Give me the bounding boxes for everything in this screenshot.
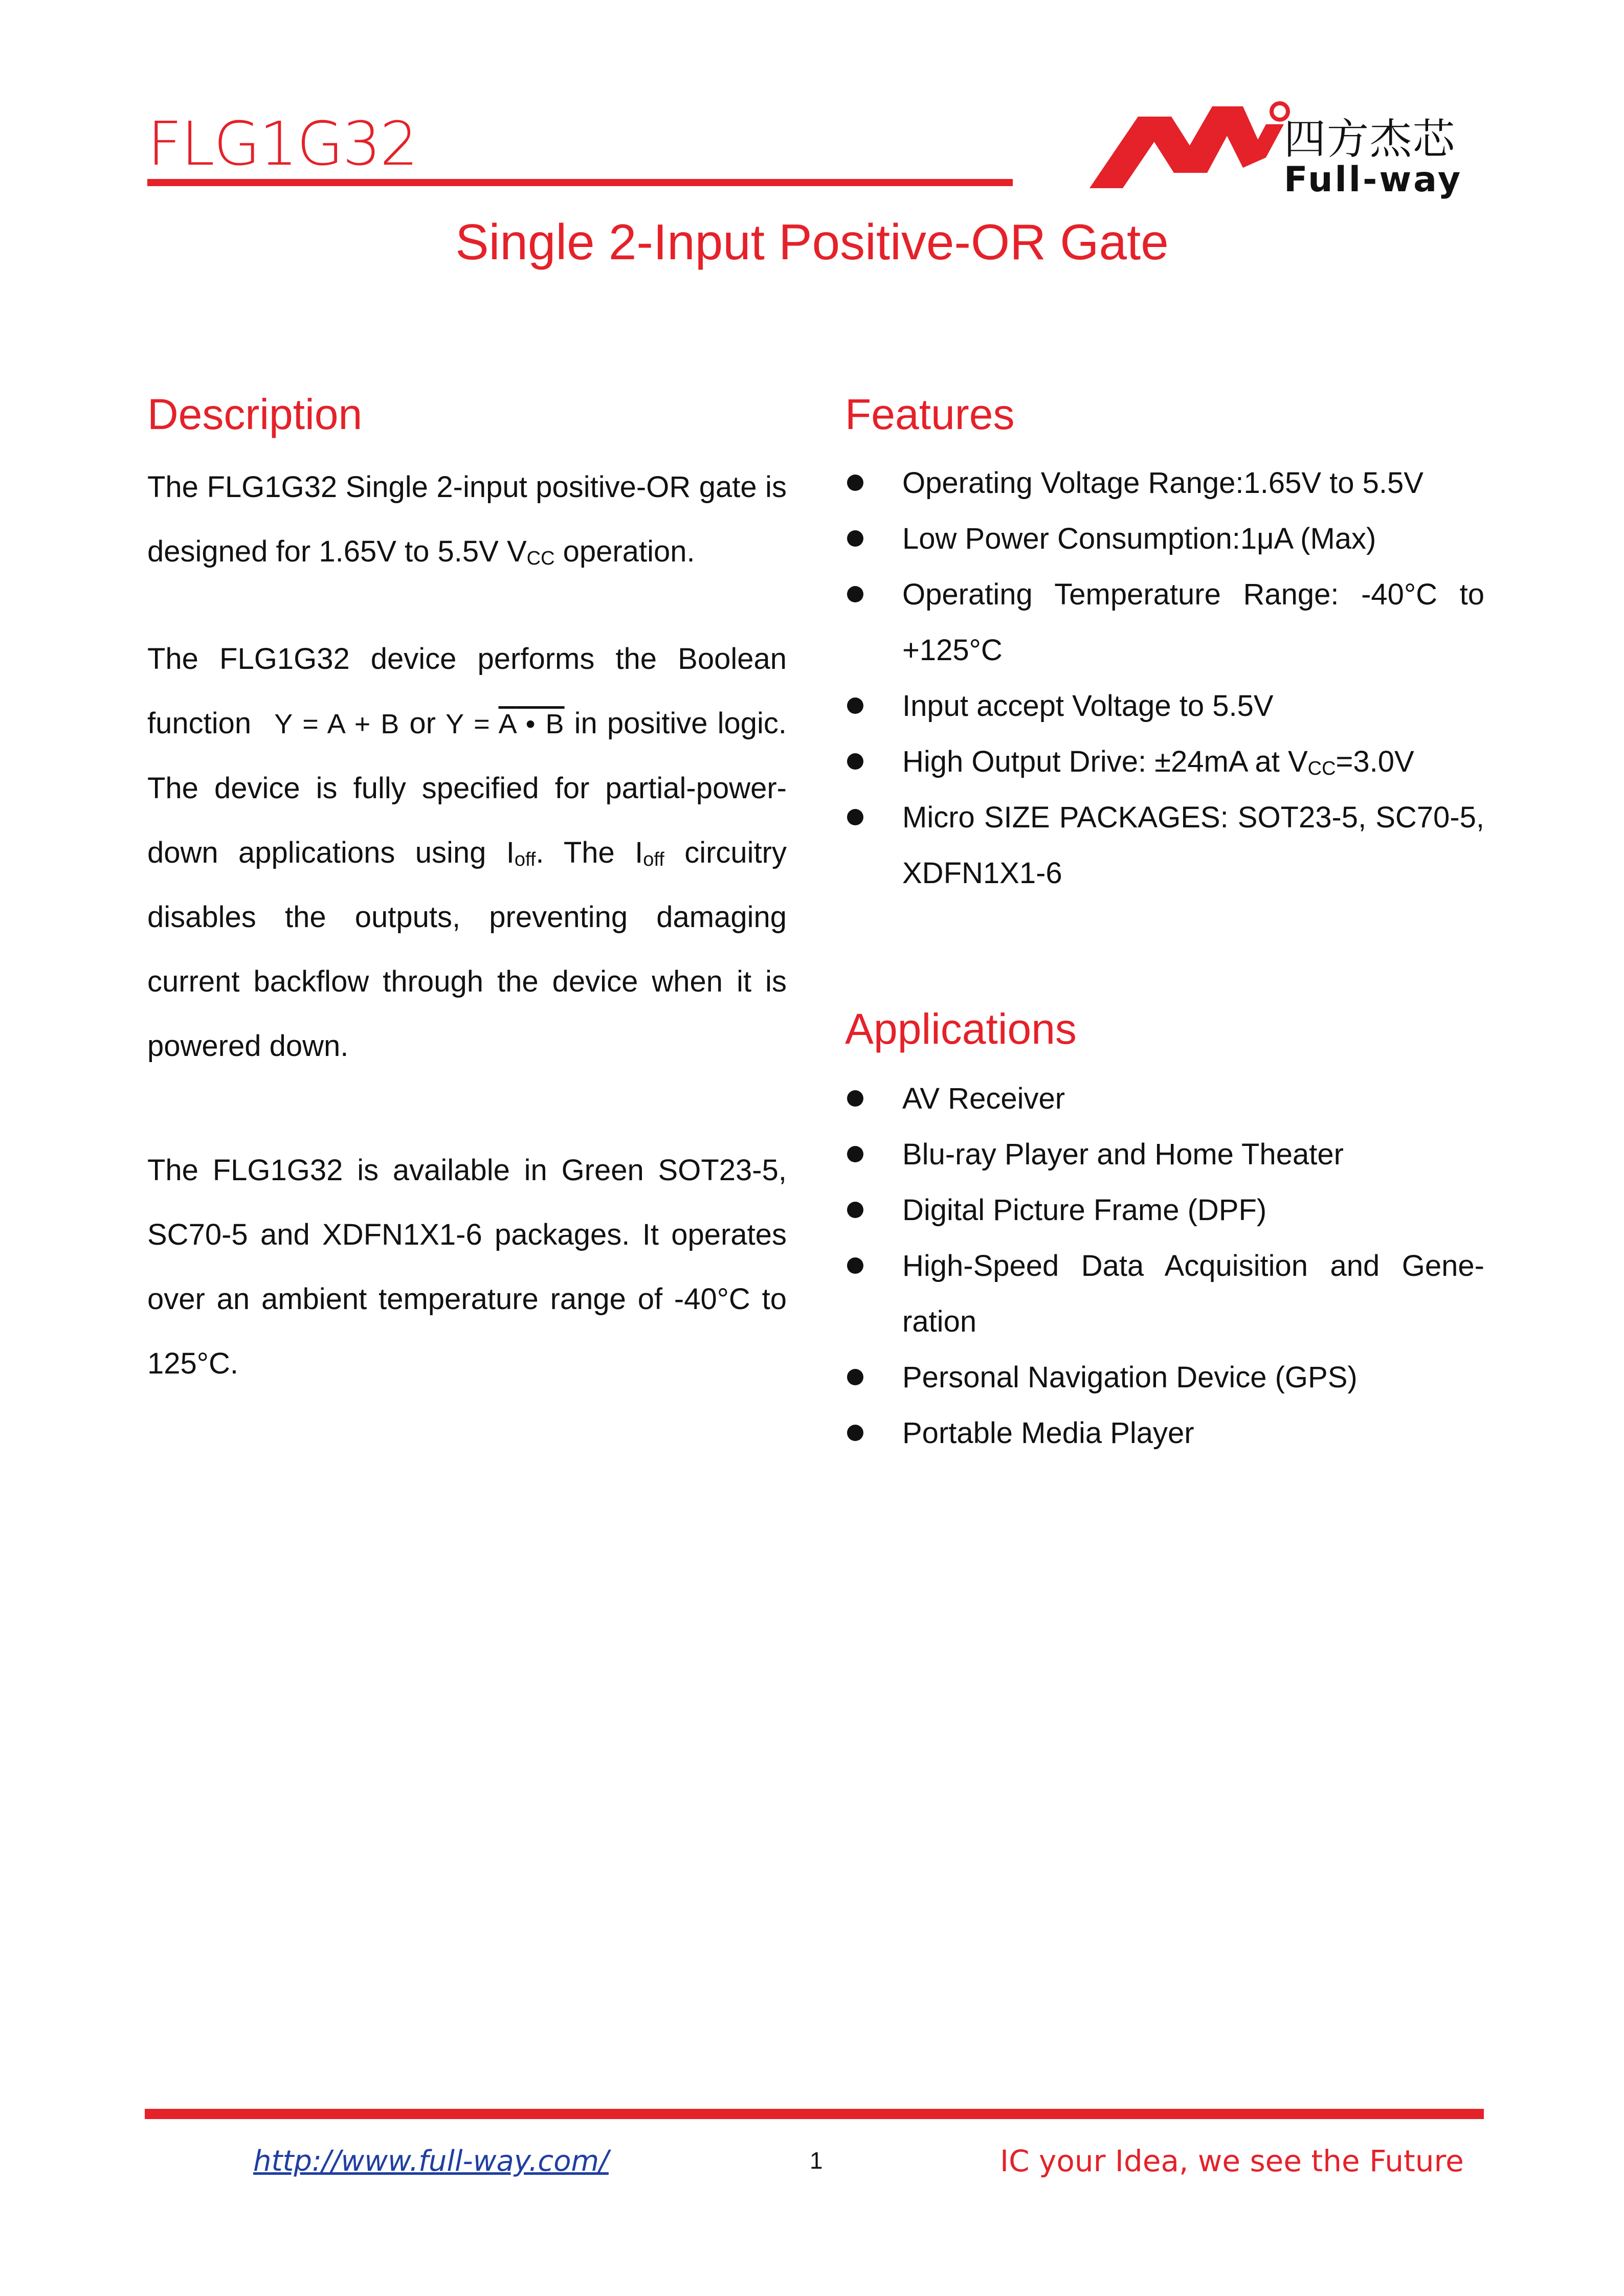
bullet-icon (847, 1425, 863, 1441)
logo-chinese-text: 四方杰芯 (1284, 115, 1456, 164)
footer-rule (145, 2109, 1484, 2119)
list-item: High-Speed Data Acquisition and Gene-ration (845, 1238, 1484, 1349)
bullet-icon (847, 475, 863, 491)
bullet-icon (847, 1146, 863, 1162)
list-item: Operating Temperature Range: -40°C to +125°C (845, 567, 1484, 678)
list-item: Low Power Consumption:1μA (Max) (845, 511, 1484, 567)
list-item: Portable Media Player (845, 1405, 1484, 1461)
header-rule (147, 179, 1013, 186)
list-item: AV Receiver (845, 1071, 1484, 1127)
bullet-icon (847, 1202, 863, 1218)
vcc-subscript: CC (526, 548, 555, 569)
bullet-icon (847, 1257, 863, 1274)
list-item: Personal Navigation Device (GPS) (845, 1349, 1484, 1405)
list-item: Blu-ray Player and Home Theater (845, 1127, 1484, 1182)
formula-or: Y = A + B (274, 709, 400, 739)
bullet-icon (847, 753, 863, 770)
description-paragraph-3: The FLG1G32 is available in Green SOT23-5, SC70-5 and XDFN1X1-6 packages. It operates over an ambient temperature range of -40°C to 125°C. (147, 1154, 787, 1380)
features-list (845, 455, 1484, 901)
description-paragraph-2: The FLG1G32 device performs the Boolean function Y = A + B or Y = A • B in positive logic. The device is fully specified for partial-power-down applications using $I_{off}$. The $I_{off}$ circuitry disables the outputs, preventing damaging current backflow through the device when it is powered down. (147, 642, 787, 1063)
list-item: High Output Drive: ±24mA at $V_{CC}=3.0V$ (845, 734, 1484, 790)
bullet-icon (847, 1090, 863, 1107)
bullet-icon (847, 586, 863, 602)
formula-nand-form: Y = A • B (446, 709, 565, 739)
list-item: Input accept Voltage to 5.5V (845, 678, 1484, 734)
list-item: Micro SIZE PACKAGES: SOT23-5, SC70-5, XDFN1X1-6 (845, 790, 1484, 901)
bullet-icon (847, 1369, 863, 1385)
description-paragraph-1: The FLG1G32 Single 2-input positive-OR gate is designed for 1.65V to 5.5V $V_{CC}$ operation. (147, 470, 787, 569)
website-link[interactable]: http://www.full-way.com/ (253, 2145, 609, 2178)
applications-list (845, 1071, 1484, 1461)
bullet-icon (847, 809, 863, 825)
applications-heading: Applications (845, 1005, 1077, 1053)
footer-slogan: IC your Idea, we see the Future (1000, 2144, 1464, 2178)
logo-english-text: Full-way (1284, 160, 1463, 200)
bullet-icon (847, 530, 863, 547)
page-number: 1 (810, 2147, 823, 2174)
document-title: Single 2-Input Positive-OR Gate (455, 214, 1169, 270)
list-item: Operating Voltage Range:1.65V to 5.5V (845, 455, 1484, 511)
bullet-icon (847, 697, 863, 714)
list-item: Digital Picture Frame (DPF) (845, 1182, 1484, 1238)
features-heading: Features (845, 390, 1015, 438)
description-heading: Description (147, 390, 363, 438)
part-number: FLG1G32 (147, 108, 417, 179)
